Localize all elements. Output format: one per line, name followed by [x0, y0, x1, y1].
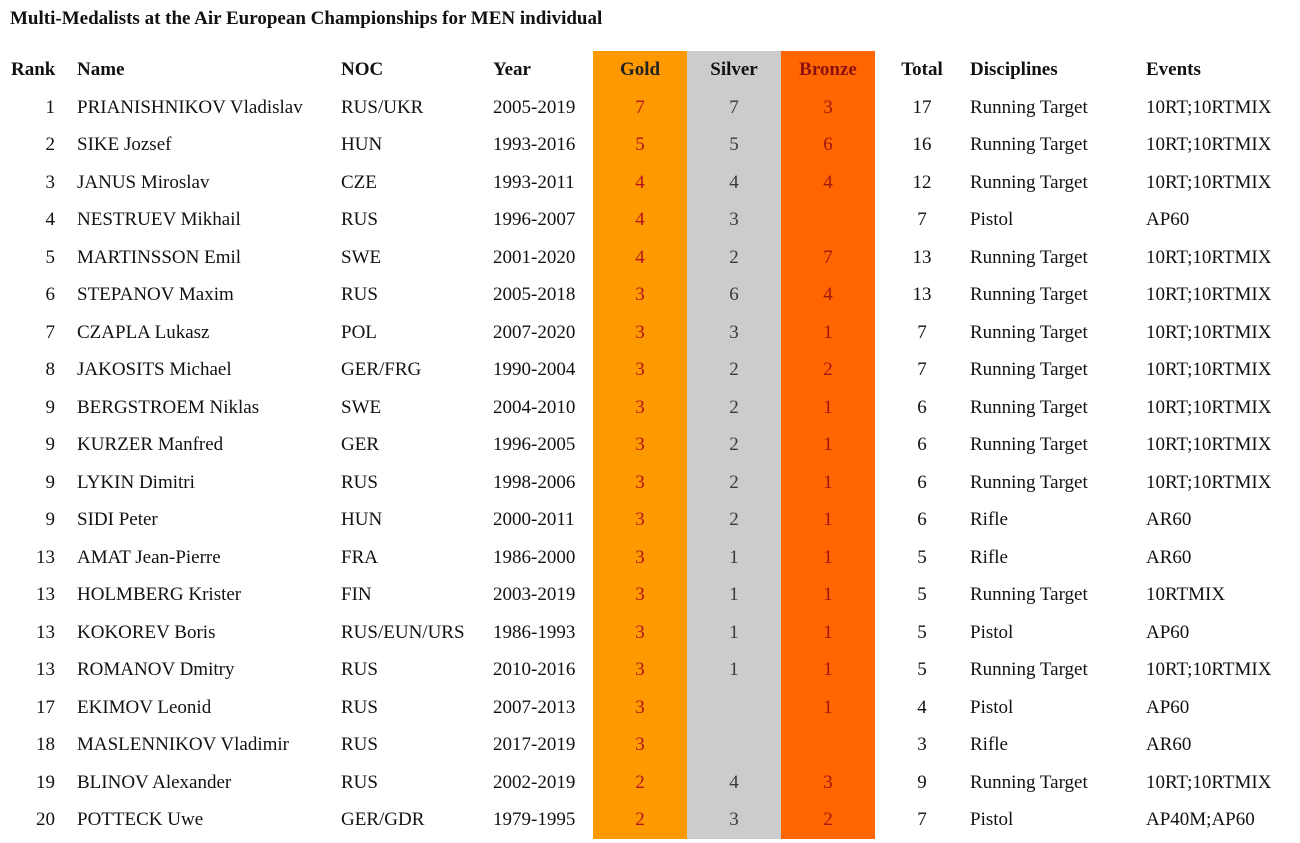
cell-name: PRIANISHNIKOV Vladislav	[77, 96, 303, 118]
cell-year: 2017-2019	[493, 734, 576, 756]
cell-bronze: 1	[781, 652, 875, 690]
cell-noc: FRA	[341, 546, 378, 568]
cell-gold: 3	[593, 689, 687, 727]
cell-events: 10RT;10RTMIX	[1146, 96, 1272, 118]
table-row	[3, 389, 1285, 427]
table-row	[3, 502, 1285, 540]
cell-events: 10RT;10RTMIX	[1146, 771, 1272, 793]
cell-silver: 6	[687, 277, 781, 315]
cell-gold: 4	[593, 164, 687, 202]
cell-bronze	[781, 727, 875, 765]
cell-events: 10RT;10RTMIX	[1146, 659, 1272, 681]
cell-events: AP60	[1146, 621, 1190, 643]
cell-bronze: 1	[781, 464, 875, 502]
cell-silver	[687, 689, 781, 727]
cell-gold: 7	[593, 89, 687, 127]
table-row	[3, 239, 1285, 277]
cell-disciplines: Running Target	[970, 246, 1088, 268]
cell-rank: 9	[45, 509, 55, 531]
cell-disciplines: Running Target	[970, 321, 1088, 343]
cell-gold: 3	[593, 577, 687, 615]
header-gold: Gold	[593, 51, 687, 89]
cell-silver: 1	[687, 614, 781, 652]
cell-disciplines: Running Target	[970, 396, 1088, 418]
cell-year: 2007-2013	[493, 696, 576, 718]
cell-year: 1986-2000	[493, 546, 576, 568]
cell-gold: 4	[593, 239, 687, 277]
header-name: Name	[77, 59, 125, 80]
cell-bronze: 3	[781, 89, 875, 127]
cell-bronze: 4	[781, 277, 875, 315]
header-noc: NOC	[341, 59, 384, 80]
cell-disciplines: Pistol	[970, 809, 1014, 831]
cell-rank: 1	[45, 96, 55, 118]
cell-silver: 1	[687, 652, 781, 690]
cell-noc: RUS	[341, 284, 378, 306]
cell-bronze: 1	[781, 614, 875, 652]
cell-disciplines: Rifle	[970, 546, 1008, 568]
cell-name: STEPANOV Maxim	[77, 284, 234, 306]
cell-year: 1993-2011	[493, 171, 575, 193]
table-row	[3, 614, 1285, 652]
cell-disciplines: Running Target	[970, 471, 1088, 493]
cell-gold: 5	[593, 127, 687, 165]
cell-name: SIDI Peter	[77, 509, 158, 531]
cell-disciplines: Running Target	[970, 584, 1088, 606]
cell-bronze	[781, 202, 875, 240]
cell-bronze: 3	[781, 764, 875, 802]
cell-total: 9	[917, 771, 927, 793]
cell-gold: 3	[593, 314, 687, 352]
table-row	[3, 127, 1285, 165]
cell-silver: 2	[687, 352, 781, 390]
cell-year: 1986-1993	[493, 621, 576, 643]
cell-year: 2003-2019	[493, 584, 576, 606]
cell-bronze: 2	[781, 802, 875, 840]
table-row	[3, 202, 1285, 240]
cell-name: CZAPLA Lukasz	[77, 321, 210, 343]
cell-disciplines: Pistol	[970, 621, 1014, 643]
cell-name: BLINOV Alexander	[77, 771, 232, 793]
cell-year: 1990-2004	[493, 359, 576, 381]
cell-total: 17	[912, 96, 932, 118]
table-row	[3, 727, 1285, 765]
cell-rank: 4	[45, 209, 55, 231]
cell-noc: RUS	[341, 696, 378, 718]
cell-disciplines: Rifle	[970, 734, 1008, 756]
cell-noc: RUS	[341, 771, 378, 793]
cell-total: 5	[917, 659, 927, 681]
cell-events: AP60	[1146, 209, 1190, 231]
cell-gold: 3	[593, 502, 687, 540]
cell-noc: SWE	[341, 396, 382, 418]
cell-year: 1996-2005	[493, 434, 576, 456]
cell-disciplines: Pistol	[970, 696, 1014, 718]
table-body	[3, 89, 1285, 839]
cell-rank: 6	[45, 284, 55, 306]
medal-table	[3, 51, 1285, 839]
cell-year: 1993-2016	[493, 134, 576, 156]
cell-name: MASLENNIKOV Vladimir	[77, 734, 289, 756]
cell-rank: 5	[45, 246, 55, 268]
cell-bronze: 1	[781, 577, 875, 615]
cell-events: AR60	[1146, 509, 1192, 531]
cell-silver	[687, 727, 781, 765]
table-row	[3, 89, 1285, 127]
cell-silver: 5	[687, 127, 781, 165]
cell-silver: 3	[687, 802, 781, 840]
cell-disciplines: Rifle	[970, 509, 1008, 531]
cell-bronze: 1	[781, 389, 875, 427]
cell-events: 10RT;10RTMIX	[1146, 396, 1272, 418]
header-silver: Silver	[687, 51, 781, 89]
cell-rank: 13	[36, 659, 55, 681]
cell-silver: 3	[687, 202, 781, 240]
cell-silver: 1	[687, 577, 781, 615]
cell-noc: CZE	[341, 171, 377, 193]
cell-disciplines: Running Target	[970, 134, 1088, 156]
header-disciplines: Disciplines	[970, 59, 1058, 80]
cell-bronze: 6	[781, 127, 875, 165]
cell-gold: 2	[593, 802, 687, 840]
cell-disciplines: Running Target	[970, 171, 1088, 193]
cell-rank: 3	[45, 171, 55, 193]
cell-bronze: 7	[781, 239, 875, 277]
cell-events: 10RT;10RTMIX	[1146, 246, 1272, 268]
cell-name: SIKE Jozsef	[77, 134, 172, 156]
cell-events: 10RT;10RTMIX	[1146, 171, 1272, 193]
cell-year: 2005-2019	[493, 96, 576, 118]
cell-silver: 4	[687, 164, 781, 202]
cell-bronze: 4	[781, 164, 875, 202]
header-year: Year	[493, 59, 531, 80]
cell-rank: 9	[45, 396, 55, 418]
cell-silver: 4	[687, 764, 781, 802]
table-row	[3, 427, 1285, 465]
cell-rank: 8	[45, 359, 55, 381]
cell-events: AP40M;AP60	[1146, 809, 1255, 831]
table-row	[3, 277, 1285, 315]
table-row	[3, 539, 1285, 577]
cell-name: AMAT Jean-Pierre	[77, 546, 221, 568]
table-row	[3, 764, 1285, 802]
cell-noc: POL	[341, 321, 377, 343]
cell-noc: RUS	[341, 659, 378, 681]
cell-disciplines: Running Target	[970, 659, 1088, 681]
cell-noc: HUN	[341, 134, 383, 156]
cell-rank: 7	[45, 321, 55, 343]
table-row	[3, 352, 1285, 390]
cell-name: JAKOSITS Michael	[77, 359, 232, 381]
cell-rank: 13	[36, 621, 55, 643]
header-total: Total	[901, 59, 943, 80]
cell-year: 2000-2011	[493, 509, 575, 531]
cell-gold: 3	[593, 352, 687, 390]
cell-gold: 3	[593, 389, 687, 427]
cell-total: 7	[917, 321, 927, 343]
cell-year: 1996-2007	[493, 209, 576, 231]
cell-noc: RUS/EUN/URS	[341, 621, 465, 643]
cell-name: JANUS Miroslav	[77, 171, 210, 193]
cell-bronze: 2	[781, 352, 875, 390]
cell-name: HOLMBERG Krister	[77, 584, 242, 606]
table-row	[3, 164, 1285, 202]
table-row	[3, 464, 1285, 502]
cell-events: 10RT;10RTMIX	[1146, 359, 1272, 381]
cell-gold: 4	[593, 202, 687, 240]
cell-noc: FIN	[341, 584, 372, 606]
cell-events: 10RT;10RTMIX	[1146, 134, 1272, 156]
cell-disciplines: Running Target	[970, 434, 1088, 456]
cell-total: 13	[912, 246, 932, 268]
cell-rank: 2	[45, 134, 55, 156]
cell-gold: 3	[593, 539, 687, 577]
cell-name: BERGSTROEM Niklas	[77, 396, 260, 418]
cell-disciplines: Running Target	[970, 284, 1088, 306]
cell-noc: HUN	[341, 509, 383, 531]
cell-name: MARTINSSON Emil	[77, 246, 242, 268]
cell-gold: 3	[593, 652, 687, 690]
table-row	[3, 314, 1285, 352]
cell-name: EKIMOV Leonid	[77, 696, 212, 718]
cell-rank: 9	[45, 434, 55, 456]
cell-bronze: 1	[781, 314, 875, 352]
cell-year: 2004-2010	[493, 396, 576, 418]
cell-noc: RUS/UKR	[341, 96, 424, 118]
cell-events: AP60	[1146, 696, 1190, 718]
cell-year: 2007-2020	[493, 321, 576, 343]
cell-gold: 3	[593, 464, 687, 502]
cell-noc: RUS	[341, 471, 378, 493]
cell-total: 13	[912, 284, 932, 306]
cell-silver: 2	[687, 239, 781, 277]
table-row	[3, 577, 1285, 615]
header-rank: Rank	[11, 59, 56, 80]
cell-disciplines: Running Target	[970, 771, 1088, 793]
header-row	[3, 51, 1285, 89]
cell-total: 7	[917, 809, 927, 831]
cell-year: 1998-2006	[493, 471, 576, 493]
cell-events: 10RTMIX	[1146, 584, 1226, 606]
cell-events: 10RT;10RTMIX	[1146, 321, 1272, 343]
cell-name: KOKOREV Boris	[77, 621, 216, 643]
cell-silver: 7	[687, 89, 781, 127]
cell-name: POTTECK Uwe	[77, 809, 204, 831]
cell-bronze: 1	[781, 502, 875, 540]
table-row	[3, 689, 1285, 727]
cell-rank: 19	[36, 771, 55, 793]
cell-year: 2010-2016	[493, 659, 576, 681]
cell-total: 6	[917, 434, 927, 456]
cell-total: 4	[917, 696, 927, 718]
cell-total: 7	[917, 359, 927, 381]
cell-events: AR60	[1146, 546, 1192, 568]
cell-bronze: 1	[781, 427, 875, 465]
cell-bronze: 1	[781, 539, 875, 577]
header-events: Events	[1146, 59, 1201, 80]
cell-disciplines: Running Target	[970, 96, 1088, 118]
cell-name: ROMANOV Dmitry	[77, 659, 235, 681]
cell-noc: RUS	[341, 209, 378, 231]
cell-year: 2001-2020	[493, 246, 576, 268]
cell-noc: GER	[341, 434, 379, 456]
cell-total: 5	[917, 621, 927, 643]
cell-gold: 3	[593, 277, 687, 315]
cell-disciplines: Running Target	[970, 359, 1088, 381]
cell-rank: 9	[45, 471, 55, 493]
cell-total: 5	[917, 546, 927, 568]
cell-rank: 18	[36, 734, 55, 756]
cell-rank: 17	[36, 696, 55, 718]
cell-noc: RUS	[341, 734, 378, 756]
cell-silver: 2	[687, 389, 781, 427]
cell-rank: 20	[36, 809, 55, 831]
cell-name: KURZER Manfred	[77, 434, 224, 456]
cell-gold: 3	[593, 427, 687, 465]
cell-total: 3	[917, 734, 927, 756]
cell-silver: 2	[687, 502, 781, 540]
cell-noc: SWE	[341, 246, 382, 268]
cell-bronze: 1	[781, 689, 875, 727]
page-title: Multi-Medalists at the Air European Championships for MEN individual	[10, 8, 603, 29]
cell-total: 5	[917, 584, 927, 606]
cell-rank: 13	[36, 584, 55, 606]
cell-total: 16	[912, 134, 932, 156]
cell-total: 12	[912, 171, 932, 193]
cell-name: NESTRUEV Mikhail	[77, 209, 241, 231]
cell-total: 6	[917, 509, 927, 531]
cell-events: 10RT;10RTMIX	[1146, 284, 1272, 306]
cell-silver: 3	[687, 314, 781, 352]
cell-disciplines: Pistol	[970, 209, 1014, 231]
cell-total: 6	[917, 471, 927, 493]
cell-year: 2002-2019	[493, 771, 576, 793]
cell-total: 7	[917, 209, 927, 231]
cell-year: 1979-1995	[493, 809, 576, 831]
cell-gold: 2	[593, 764, 687, 802]
cell-name: LYKIN Dimitri	[77, 471, 195, 493]
cell-noc: GER/GDR	[341, 809, 425, 831]
cell-gold: 3	[593, 614, 687, 652]
cell-noc: GER/FRG	[341, 359, 422, 381]
cell-silver: 2	[687, 464, 781, 502]
table-row	[3, 652, 1285, 690]
cell-events: AR60	[1146, 734, 1192, 756]
cell-events: 10RT;10RTMIX	[1146, 471, 1272, 493]
cell-total: 6	[917, 396, 927, 418]
cell-gold: 3	[593, 727, 687, 765]
cell-events: 10RT;10RTMIX	[1146, 434, 1272, 456]
cell-silver: 2	[687, 427, 781, 465]
header-bronze: Bronze	[781, 51, 875, 89]
cell-silver: 1	[687, 539, 781, 577]
cell-year: 2005-2018	[493, 284, 576, 306]
cell-rank: 13	[36, 546, 55, 568]
table-row	[3, 802, 1285, 840]
